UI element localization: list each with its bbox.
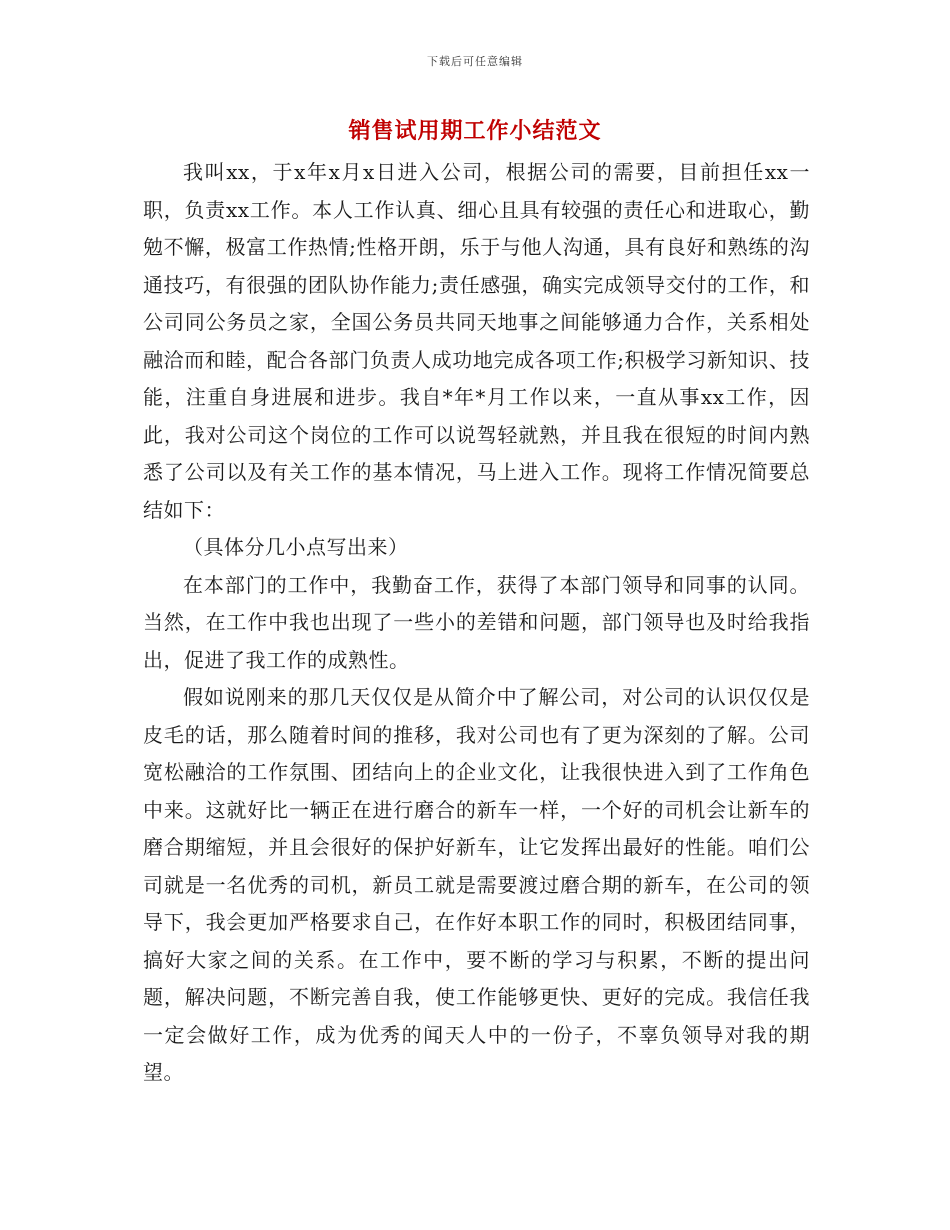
document-title: 销售试用期工作小结范文 <box>348 118 602 144</box>
paragraph-note: （具体分几小点写出来） <box>183 535 409 559</box>
header-note: 下载后可任意编辑 <box>427 55 523 68</box>
document-body <box>143 154 810 1092</box>
paragraph-department: 在本部门的工作中，我勤奋工作，获得了本部门领导和同事的认同。当然，在工作中我也出现了一些小的差错和问题，部门领导也及时给我指出，促进了我工作的成熟性。 <box>143 572 810 672</box>
paragraph-intro: 我叫xx，于x年x月x日进入公司，根据公司的需要，目前担任xx一职，负责xx工作。本人工作认真、细心且具有较强的责任心和进取心，勤勉不懈，极富工作热情;性格开朗，乐于与他人沟通，具有良好和熟练的沟通技巧，有很强的团队协作能力;责任感强，确实完成领导交付的工作，和公司同公务员之家，全国公务员共同天地事之间能够通力合作，关系相处融洽而和睦，配合各部门负责人成功地完成各项工作;积极学习新知识、技能，注重自身进展和进步。我自*年*月工作以来，一直从事xx工作，因此，我对公司这个岗位的工作可以说驾轻就熟，并且我在很短的时间内熟悉了公司以及有关工作的基本情况，马上进入工作。现将工作情况简要总结如下： <box>143 160 810 522</box>
paragraph-understanding: 假如说刚来的那几天仅仅是从简介中了解公司，对公司的认识仅仅是皮毛的话，那么随着时间的推移，我对公司也有了更为深刻的了解。公司宽松融洽的工作氛围、团结向上的企业文化，让我很快进入到了工作角色中来。这就好比一辆正在进行磨合的新车一样，一个好的司机会让新车的磨合期缩短，并且会很好的保护好新车，让它发挥出最好的性能。咱们公司就是一名优秀的司机，新员工就是需要渡过磨合期的新车，在公司的领导下，我会更加严格要求自己，在作好本职工作的同时，积极团结同事，搞好大家之间的关系。在工作中，要不断的学习与积累，不断的提出问题，解决问题，不断完善自我，使工作能够更快、更好的完成。我信任我一定会做好工作，成为优秀的闻天人中的一份子，不辜负领导对我的期望。 <box>143 685 810 1084</box>
